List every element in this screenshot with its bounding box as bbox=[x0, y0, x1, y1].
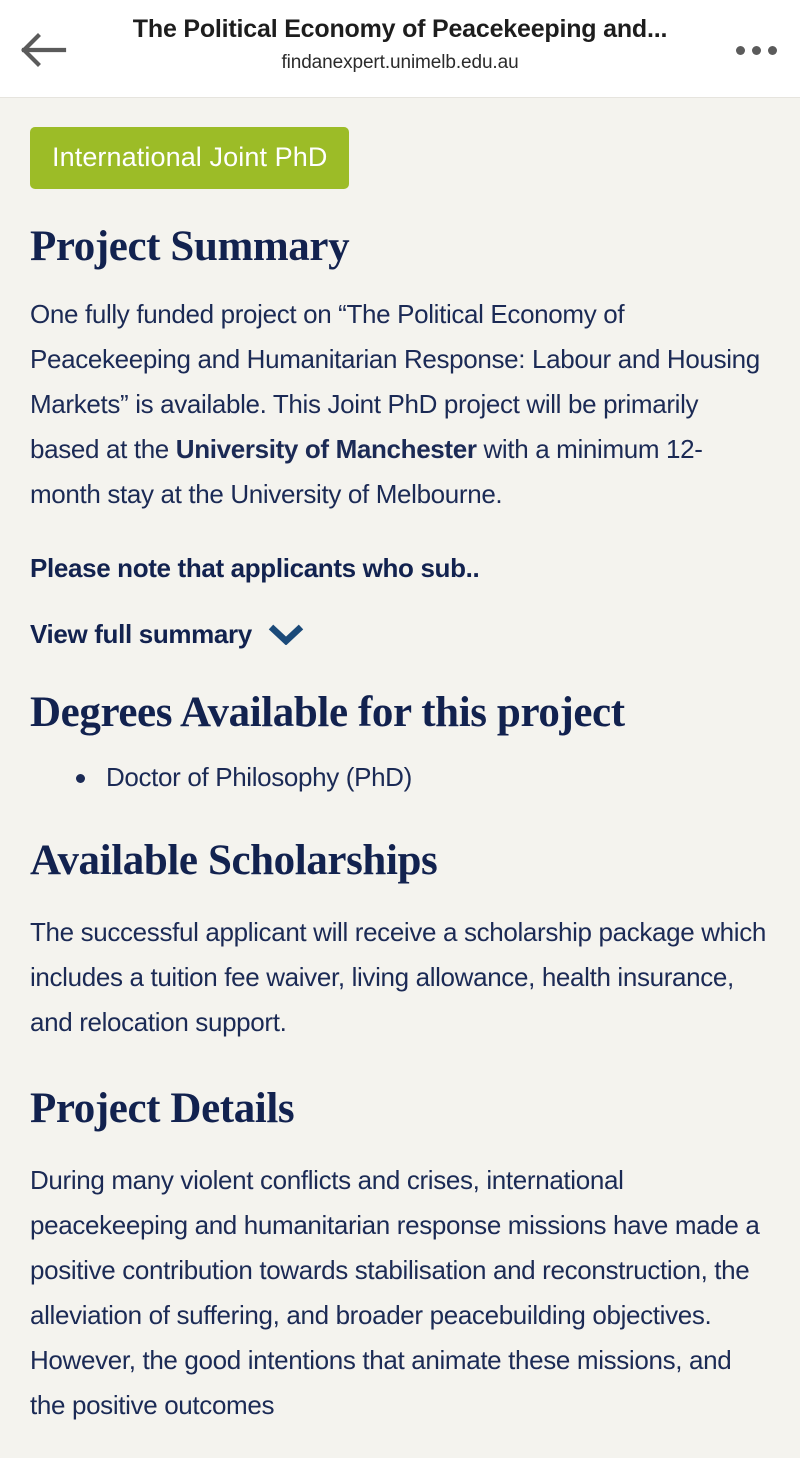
heading-project-summary: Project Summary bbox=[30, 223, 350, 270]
more-dot-icon bbox=[736, 46, 745, 55]
project-details-paragraph: During many violent conflicts and crises, international peacekeeping and humanitarian response missions have made a positive contribution towards stabilisation and reconstruction, the alleviation of suffering, and broader peacebuilding objectives. However, the good intentions that animate these missions, and the positive outcomes bbox=[30, 1165, 760, 1420]
page-url[interactable]: findanexpert.unimelb.edu.au bbox=[281, 52, 519, 73]
more-dot-icon bbox=[768, 46, 777, 55]
header-title-block bbox=[100, 12, 700, 77]
applicant-note: Please note that applicants who sub.. bbox=[30, 553, 480, 583]
chevron-down-icon bbox=[268, 623, 304, 645]
scholarships-paragraph: The successful applicant will receive a scholarship package which includes a tuition fee waiver, living allowance, health insurance, and relocation support. bbox=[30, 917, 766, 1037]
summary-text-part-2: with a minimum 12-month stay at the University of Melbourne. bbox=[30, 434, 703, 509]
browser-header bbox=[0, 0, 800, 98]
heading-available-scholarships: Available Scholarships bbox=[30, 837, 438, 884]
more-options-button[interactable] bbox=[726, 24, 786, 76]
back-button[interactable] bbox=[16, 22, 72, 78]
summary-text-part-1: One fully funded project on “The Political Economy of Peacekeeping and Humanitarian Response: Labour and Housing Markets” is available. This Joint PhD project will be primarily based at the bbox=[30, 299, 760, 464]
view-full-summary-toggle[interactable] bbox=[30, 617, 304, 651]
heading-project-details: Project Details bbox=[30, 1085, 295, 1132]
page-content bbox=[0, 98, 800, 1458]
back-arrow-icon bbox=[21, 33, 67, 67]
summary-text-bold: University of Manchester bbox=[175, 434, 477, 464]
list-item: Doctor of Philosophy (PhD) bbox=[30, 757, 770, 797]
more-dot-icon bbox=[752, 46, 761, 55]
degrees-list bbox=[30, 757, 770, 797]
view-full-summary-label: View full summary bbox=[30, 619, 252, 649]
status-badge: International Joint PhD bbox=[30, 127, 349, 189]
project-summary-paragraph bbox=[30, 292, 770, 517]
heading-degrees-available: Degrees Available for this project bbox=[30, 689, 625, 736]
page-title: The Political Economy of Peacekeeping and... bbox=[132, 15, 668, 43]
